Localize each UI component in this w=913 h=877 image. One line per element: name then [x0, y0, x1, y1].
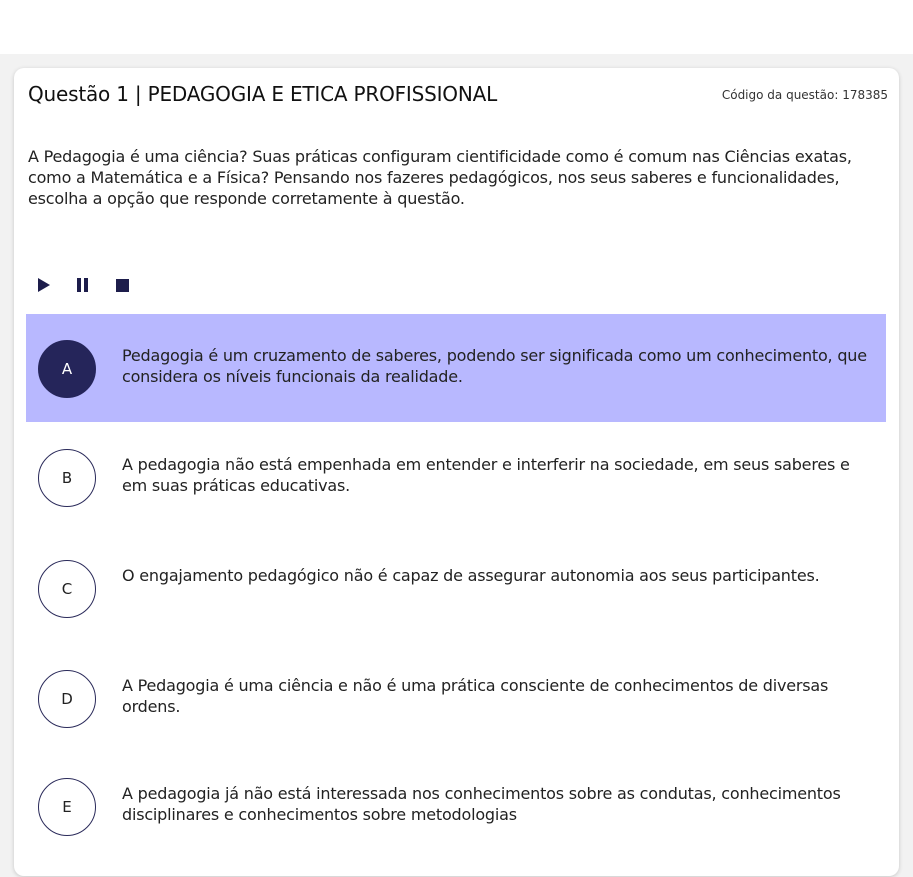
option-letter-c[interactable]: C	[38, 560, 96, 618]
play-icon[interactable]	[38, 278, 50, 292]
option-e[interactable]	[26, 752, 886, 860]
option-text-b[interactable]: A pedagogia não está empenhada em entender e interferir na sociedade, em seus saberes e em suas práticas educativas.	[122, 455, 850, 495]
pause-icon[interactable]	[76, 278, 89, 292]
question-card	[14, 68, 899, 876]
option-c[interactable]	[26, 534, 886, 642]
option-a[interactable]	[26, 314, 886, 422]
option-text-a[interactable]: Pedagogia é um cruzamento de saberes, podendo ser significada como um conhecimento, que considera os níveis funcionais da realidade.	[122, 346, 867, 386]
option-letter-a[interactable]: A	[38, 340, 96, 398]
question-title: Questão 1 | PEDAGOGIA E ETICA PROFISSIONAL	[28, 82, 498, 106]
top-band	[0, 0, 913, 54]
option-b[interactable]	[26, 423, 886, 531]
audio-player	[38, 276, 129, 294]
question-code: Código da questão: 178385	[721, 88, 888, 102]
question-header	[28, 82, 888, 112]
stop-icon[interactable]	[116, 279, 129, 292]
option-letter-e[interactable]: E	[38, 778, 96, 836]
option-text-e[interactable]: A pedagogia já não está interessada nos conhecimentos sobre as condutas, conhecimentos disciplinares e conhecimentos sobre metodologias	[122, 784, 841, 824]
option-d[interactable]	[26, 644, 886, 752]
option-letter-b[interactable]: B	[38, 449, 96, 507]
question-statement: A Pedagogia é uma ciência? Suas práticas configuram cientificidade como é comum nas Ciências exatas, como a Matemática e a Física? Pensando nos fazeres pedagógicos, nos seus saberes e funcionalidades, escolha a opção que responde corretamente à questão.	[28, 147, 852, 208]
option-text-c[interactable]: O engajamento pedagógico não é capaz de assegurar autonomia aos seus participantes.	[122, 566, 820, 585]
option-letter-d[interactable]: D	[38, 670, 96, 728]
option-text-d[interactable]: A Pedagogia é uma ciência e não é uma prática consciente de conhecimentos de diversas ordens.	[122, 676, 829, 716]
